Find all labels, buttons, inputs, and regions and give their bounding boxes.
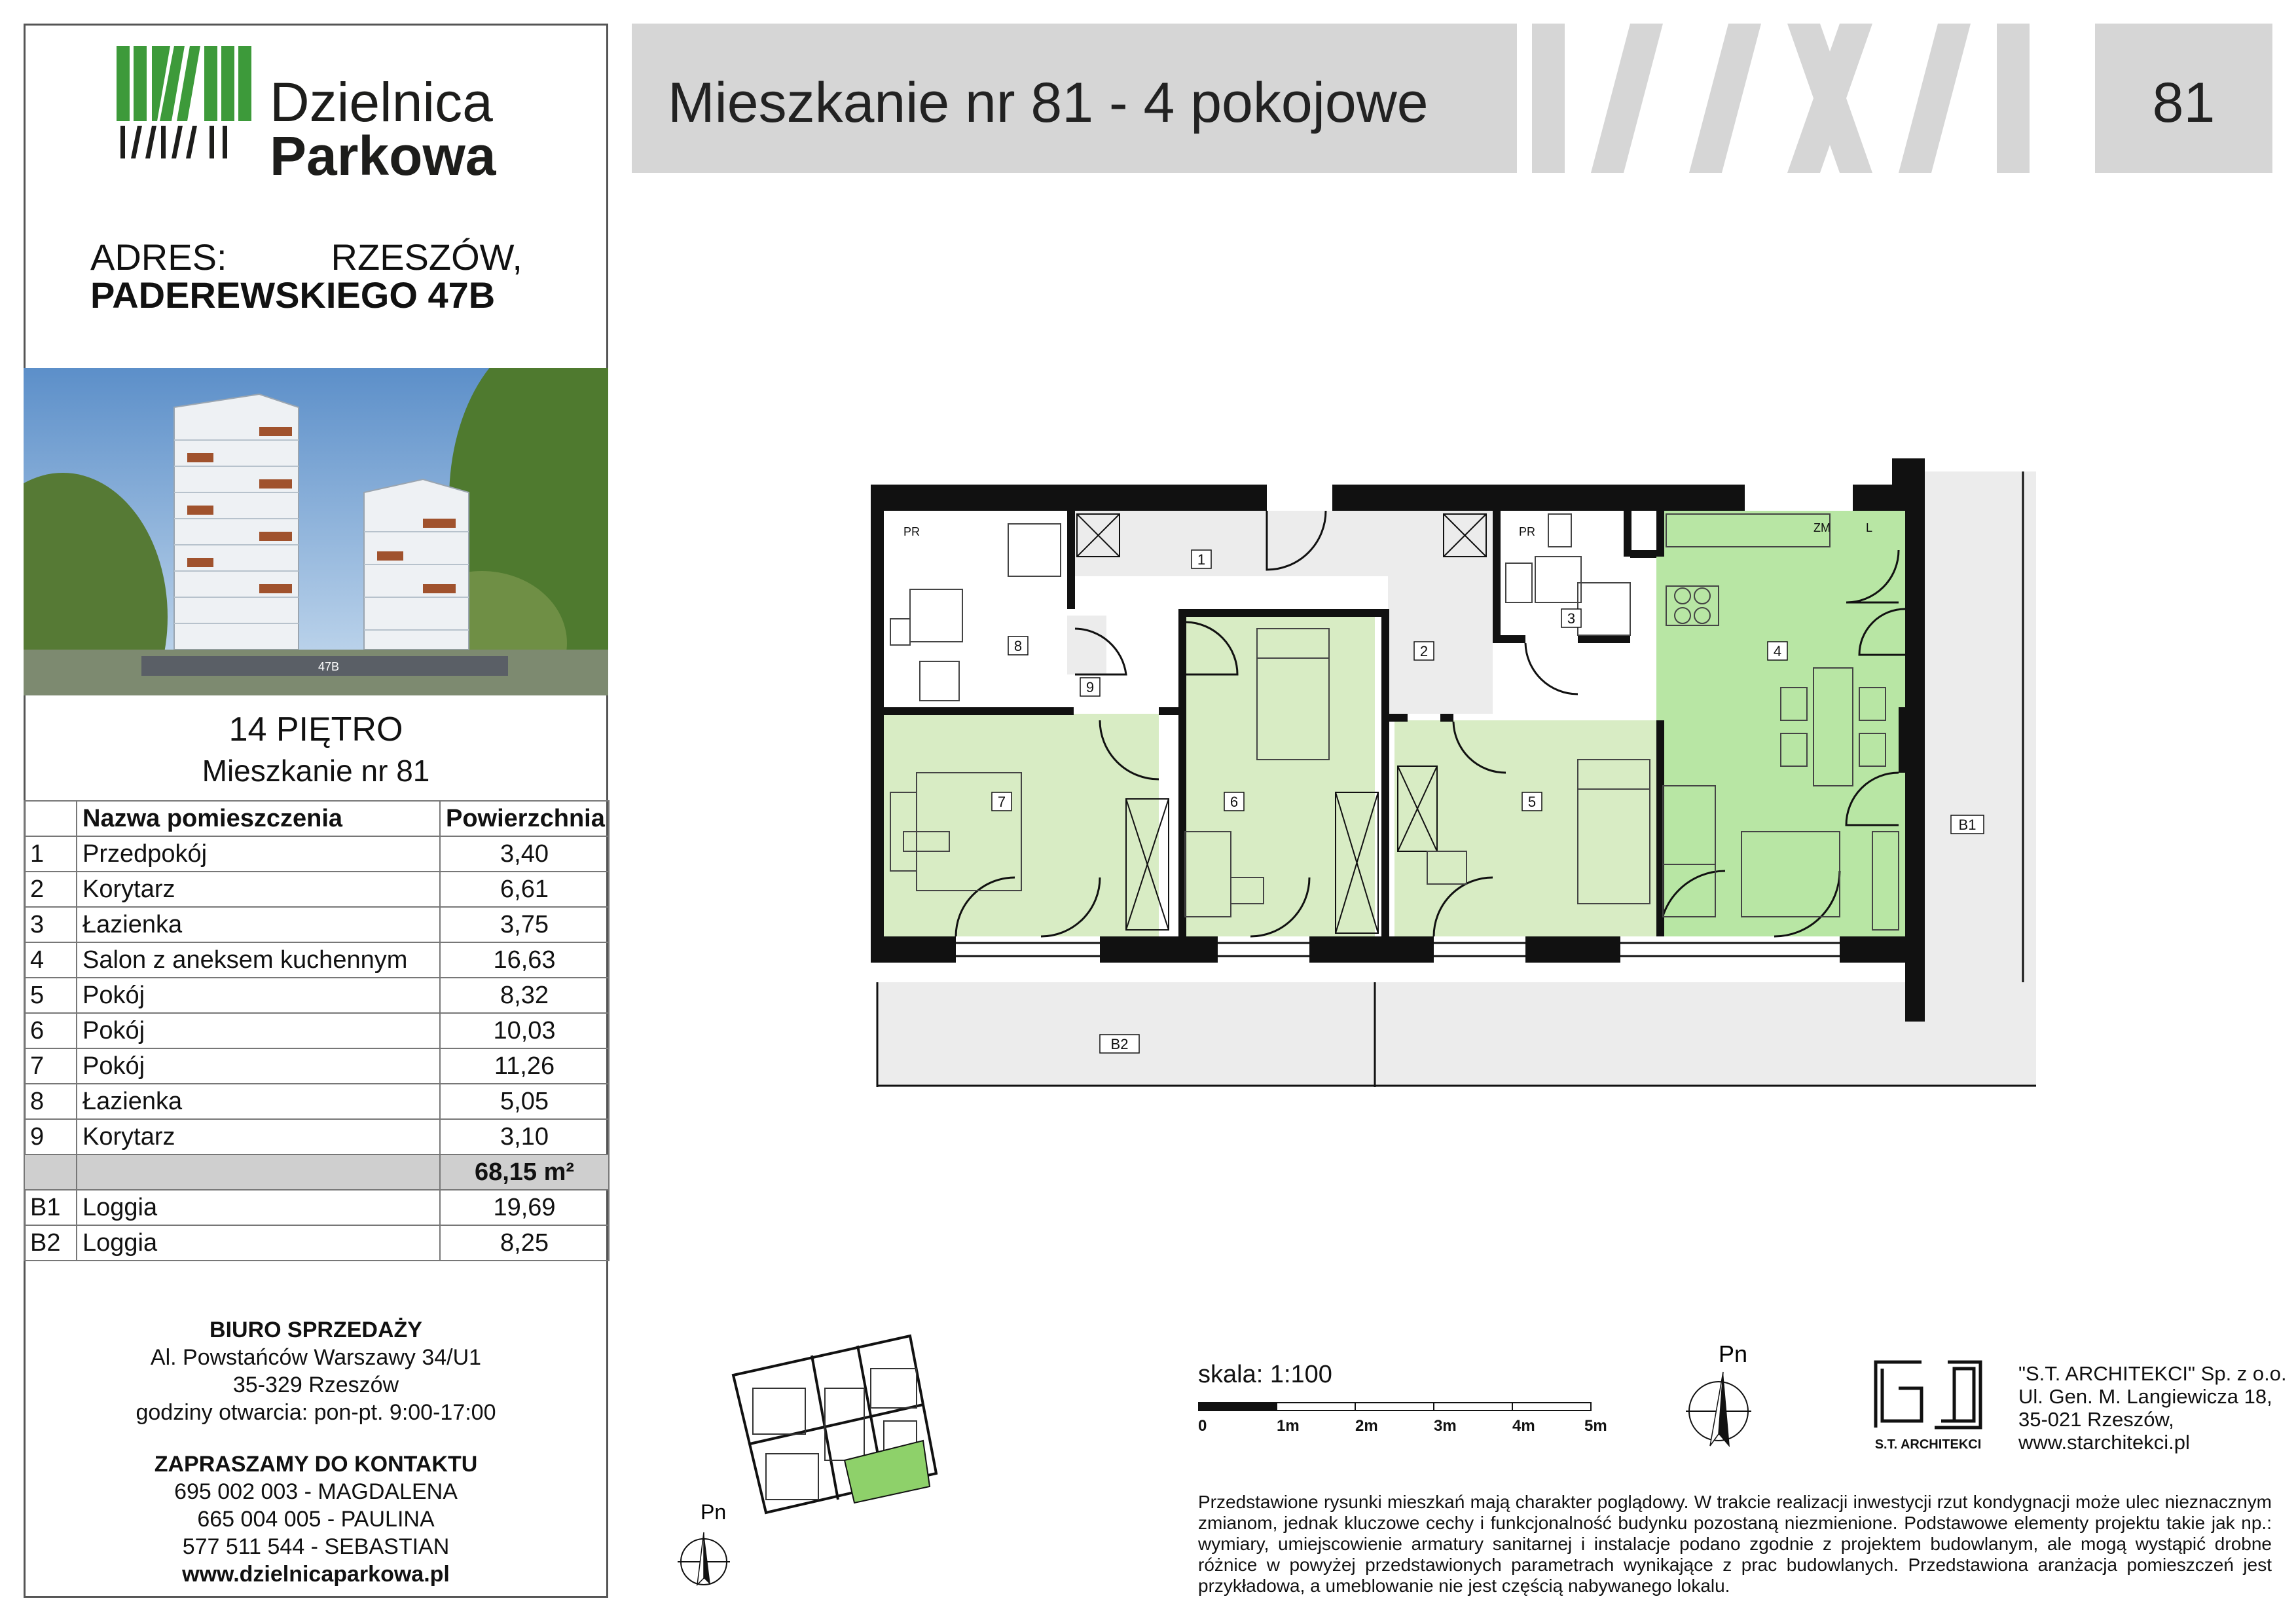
room-area: 6,61 [440,872,609,907]
room-index: 6 [24,1013,77,1048]
architect-website[interactable]: www.starchitekci.pl [2018,1431,2190,1454]
header-decoration [1532,24,2069,173]
header-index [24,801,77,836]
room-index: B2 [24,1225,77,1261]
scale-tick: 4m [1512,1417,1535,1435]
contact-phone: 577 511 544 - SEBASTIAN [182,1534,450,1559]
brand-line2: Parkowa [270,125,496,187]
table-row [24,1119,609,1154]
room-area: 3,10 [440,1119,609,1154]
room-name: Przedpokój [77,836,440,872]
room-6 [1185,616,1375,936]
page-title: Mieszkanie nr 81 - 4 pokojowe [668,71,1429,134]
contact-block [24,1450,608,1588]
building-photo [24,368,608,695]
room-name: Korytarz [77,1119,440,1154]
apartment-number: 81 [2152,71,2215,134]
room-area: 8,32 [440,978,609,1013]
sales-office [24,1316,608,1426]
scale-tick: 0 [1198,1417,1207,1435]
table-row [24,942,609,978]
room-index: B1 [24,1190,77,1225]
scale-tick: 1m [1277,1417,1300,1435]
website-link[interactable]: www.dzielnicaparkowa.pl [182,1562,450,1587]
loggia-label-b1: B1 [1958,817,1977,833]
room-label-8: 8 [1013,638,1023,654]
office-street: Al. Powstańców Warszawy 34/U1 [150,1345,482,1370]
room-name: Pokój [77,978,440,1013]
address-street: PADEREWSKIEGO 47B [90,274,496,316]
table-row [24,907,609,942]
table-row [24,872,609,907]
rooms-table [24,800,610,1261]
room-label-3: 3 [1567,610,1576,627]
scale-tick: 5m [1584,1417,1607,1435]
room-name: Pokój [77,1048,440,1084]
office-hours: godziny otwarcia: pon-pt. 9:00-17:00 [136,1400,496,1425]
architect-logo-caption: S.T. ARCHITEKCI [1874,1437,1982,1452]
north-arrow [1683,1336,1761,1454]
room-name: Łazienka [77,907,440,942]
room-label-1: 1 [1197,551,1206,568]
table-row [24,1013,609,1048]
room-label-2: 2 [1419,643,1429,659]
address-label: ADRES: [90,236,227,278]
fixture-label-l: L [1866,521,1873,534]
room-label-7: 7 [997,794,1006,810]
brand-line1: Dzielnica [270,71,493,133]
table-row [24,1225,609,1261]
room-index: 1 [24,836,77,872]
loggia-b1 [1925,471,2036,982]
fixture-label-pr: PR [1519,525,1536,538]
north-arrow-small [674,1500,733,1591]
architect-city: 35-021 Rzeszów, [2018,1408,2174,1431]
room-area: 8,25 [440,1225,609,1261]
address-line [90,236,522,278]
header-room-name: Nazwa pomieszczenia [77,801,440,836]
floor-title: 14 PIĘTRO [228,710,403,748]
scale-label: skala: 1:100 [1198,1361,1332,1388]
room-area: 5,05 [440,1084,609,1119]
contact-title: ZAPRASZAMY DO KONTAKTU [154,1452,478,1477]
architect-name: "S.T. ARCHITEKCI" Sp. z o.o. [2018,1362,2287,1385]
office-title: BIURO SPRZEDAŻY [210,1318,422,1342]
fixture-label-pr: PR [903,525,920,538]
room-name: Korytarz [77,872,440,907]
table-row [24,1190,609,1225]
room-label-4: 4 [1773,643,1782,659]
architect-info [2018,1362,2287,1454]
scale-tick: 2m [1355,1417,1378,1435]
total-row [24,1154,609,1190]
room-index: 4 [24,942,77,978]
room-area: 10,03 [440,1013,609,1048]
table-row [24,978,609,1013]
north-label: Pn [1719,1340,1748,1367]
room-index: 8 [24,1084,77,1119]
room-name: Loggia [77,1225,440,1261]
bathroom-8 [884,511,1067,707]
room-area: 11,26 [440,1048,609,1084]
room-7 [877,714,1159,936]
apartment-subtitle: Mieszkanie nr 81 [202,754,430,788]
building-sign: 47B [318,660,340,673]
scale-bar [1198,1401,1617,1447]
room-label-9: 9 [1085,679,1095,695]
north-label-small: Pn [701,1500,727,1524]
room-label-5: 5 [1527,794,1537,810]
table-row [24,836,609,872]
room-index: 9 [24,1119,77,1154]
room-name: Pokój [77,1013,440,1048]
room-index: 5 [24,978,77,1013]
architect-street: Ul. Gen. M. Langiewicza 18, [2018,1385,2272,1408]
floor-plan [851,458,2049,1113]
loggia-label-b2: B2 [1110,1036,1129,1052]
loggia-b2 [877,982,2036,1087]
room-index: 3 [24,907,77,942]
total-area: 68,15 m² [440,1154,609,1190]
room-area: 16,63 [440,942,609,978]
table-row [24,1048,609,1084]
apartment-location [845,1441,930,1503]
contact-phone: 695 002 003 - MAGDALENA [174,1479,458,1504]
room-area: 3,40 [440,836,609,872]
room-name: Łazienka [77,1084,440,1119]
fixture-label-zm: ZM [1813,521,1831,534]
room-area: 19,69 [440,1190,609,1225]
address-city: RZESZÓW, [331,236,522,278]
room-4 [1656,511,1905,936]
room-index: 7 [24,1048,77,1084]
table-header-row [24,801,609,836]
table-row [24,1084,609,1119]
room-name: Loggia [77,1190,440,1225]
contact-phone: 665 004 005 - PAULINA [197,1507,435,1532]
header-area: Powierzchnia [440,801,609,836]
office-city: 35-329 Rzeszów [232,1373,399,1397]
room-index: 2 [24,872,77,907]
key-plan [727,1329,995,1559]
room-label-6: 6 [1230,794,1239,810]
disclaimer: Przedstawione rysunki mieszkań mają charakter poglądowy. W trakcie realizacji inwestycji rzut kondygnacji może ulec nieznacznym zmianom, jednak kluczowe cechy i funkcjonalność budynku pozostaną niezmienione. Podstawowe elementy projektu takie jak np.: wymiary, umiejscowienie armatury sanitarnej i instalacje podano zgodnie z projektem budowlanym, ale mogą wystąpić drobne różnice w powyżej przedstawionych parametrach wynikające z prac budowlanych. Przedstawiona aranżacja pomieszczeń jest przykładowa, a umeblowanie nie jest częścią nabywanego lokalu. [1198,1492,2272,1596]
scale-tick: 3m [1434,1417,1457,1435]
room-name: Salon z aneksem kuchennym [77,942,440,978]
room-area: 3,75 [440,907,609,942]
